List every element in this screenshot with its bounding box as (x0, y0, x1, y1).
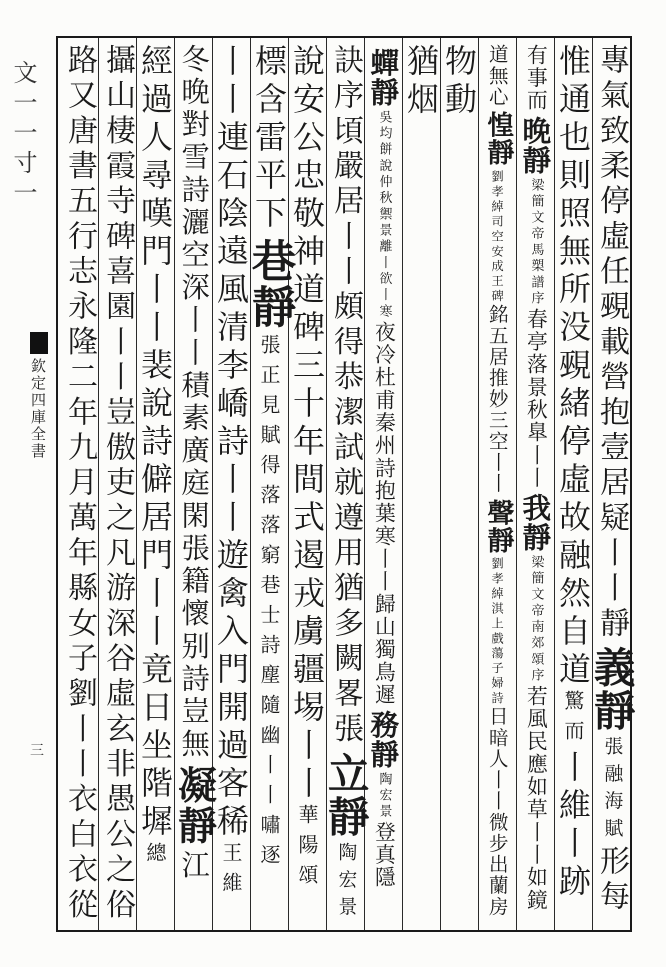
text-segment: 冬晚對雪詩灑空深丨丨積素廣庭閑張籍懷别詩豈無 (177, 44, 211, 762)
text-column (133, 44, 177, 928)
text-segment: 物動 (440, 44, 478, 120)
side-label: 欽定四庫全書 (29, 358, 47, 460)
text-column (475, 44, 519, 928)
text-segment: 丨維丨跡 (554, 750, 592, 902)
text-column (513, 44, 557, 928)
text-column (171, 44, 215, 928)
source-note: 總 (143, 842, 167, 872)
source-note: 張正見賦得落落窮巷士詩塵隨幽丨丨嘯逐 (257, 334, 281, 874)
text-segment: 登真隱 (371, 820, 396, 889)
text-segment: 攝山棲霞寺碑喜園丨丨豈傲吏之凡游深谷虛玄非愚公之俗 (100, 44, 136, 924)
text-segment: 標含雷平下 (250, 44, 288, 234)
source-note: 陶宏景 (335, 841, 357, 924)
entry-heading: 立靜 (320, 751, 370, 838)
text-segment: 路又唐書五行志永隆二年九月萬年縣女子劉丨丨衣白衣從 (62, 44, 98, 924)
text-column (244, 44, 295, 928)
entry-heading: 我靜 (518, 493, 553, 552)
text-column (399, 44, 443, 928)
source-note: 梁簡文帝南郊頌序 (528, 555, 544, 685)
entry-heading: 惶靜 (482, 111, 514, 167)
text-segment: 若風民應如草丨丨如鏡 (523, 684, 548, 912)
text-segment: 猶烟 (402, 44, 440, 120)
text-column (586, 44, 636, 928)
text-segment: 說安公忠敬神道碑三十年間式遏戎虜疆埸丨丨 (288, 44, 326, 804)
text-segment: 有事而 (523, 44, 548, 113)
source-note: 劉孝綽司空安成王碑 (490, 170, 505, 305)
text-segment: 形每 (594, 845, 630, 916)
text-segment: 江 (177, 849, 211, 883)
text-segment: 銘五居推妙三空丨丨 (485, 304, 509, 495)
text-segment: 丨丨連石陰 (212, 44, 250, 234)
fish-tail-mark (30, 332, 48, 354)
text-segment: 夜冷杜甫秦州詩抱葉寒丨丨歸山獨鳥遲 (371, 320, 396, 706)
source-note: 吳均餅說仲秋禦景離丨欲丨寒 (376, 110, 392, 321)
text-segment: 道無心 (485, 44, 509, 108)
entry-heading: 務靜 (366, 709, 401, 769)
text-column (285, 44, 329, 928)
text-segment: 專氣致柔停虛任覡載營抱壹居疑丨丨靜 (594, 44, 630, 643)
entry-heading: 聲靜 (482, 498, 514, 554)
text-column (57, 44, 101, 928)
text-column (437, 44, 481, 928)
leaf-number: 三 (30, 743, 44, 759)
source-note: 驚而 (561, 690, 585, 750)
source-note: 梁簡文帝馬槊譜序 (528, 178, 544, 308)
text-column (551, 44, 595, 928)
text-segment: 春亭落景秋臯丨丨 (523, 307, 548, 490)
text-segment: 經過人尋嘆門丨丨裴說詩僻居門丨丨竟日坐階墀 (136, 44, 174, 842)
source-note: 張融海賦 (601, 736, 623, 846)
source-note: 王維 (219, 842, 243, 902)
source-note: 陶宏景 (376, 772, 392, 821)
text-column (95, 44, 139, 928)
text-segment: 惟通也則照無所没覡緒停虛故融然自道 (554, 44, 592, 690)
text-segment: 日暗人丨丨微步出蘭房 (485, 706, 509, 918)
text-segment: 遠風清李嶠詩丨丨遊禽入門開過客稀 (212, 234, 250, 842)
entry-heading: 巷靜 (244, 238, 295, 330)
source-note: 劉孝綽淇上戲蕩子婦詩 (490, 557, 505, 707)
entry-heading: 蟬靜 (366, 48, 401, 107)
previous-leaf-edge (0, 40, 50, 930)
source-note: 華陽頌 (295, 804, 319, 894)
entry-heading: 義靜 (586, 646, 636, 733)
edge-fragment-text: 文一一寸一 (9, 60, 37, 210)
entry-heading: 晚靜 (518, 116, 553, 175)
text-column (320, 44, 370, 928)
entry-heading: 凝靜 (171, 765, 217, 846)
text-segment: 訣序頃嚴居丨丨頗得恭潔試就遵用猶多闕畧張 (328, 44, 364, 748)
